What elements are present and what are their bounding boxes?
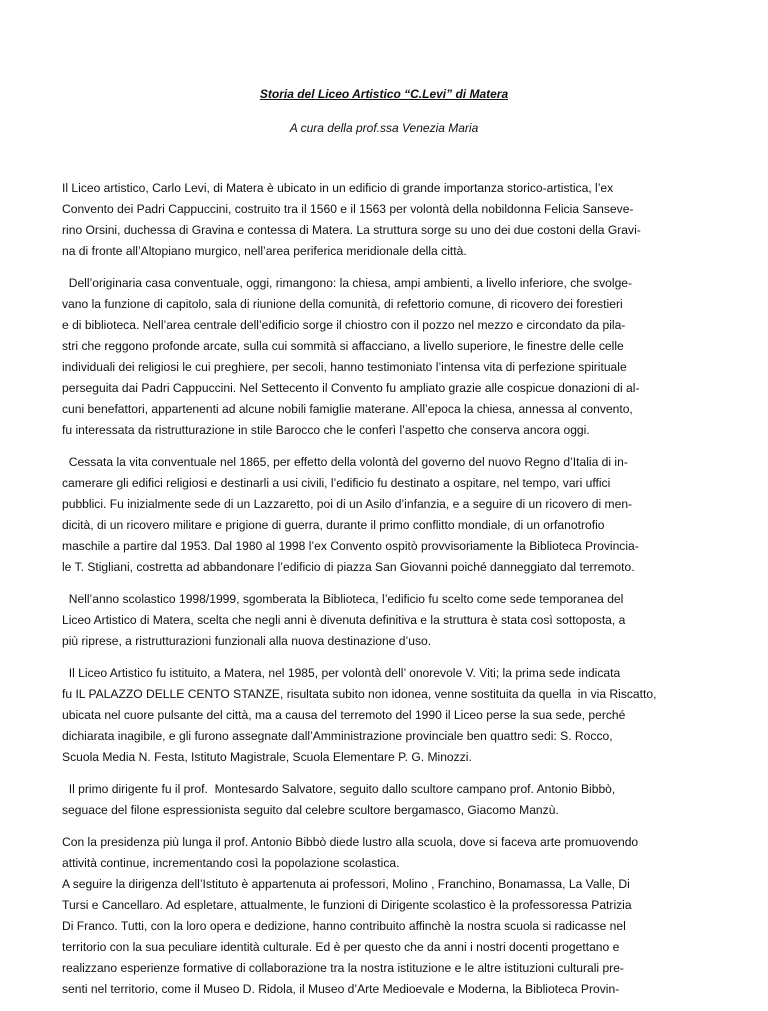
text-line: pubblici. Fu inizialmente sede di un Lazzaretto, poi di un Asilo d’infanzia, e a seguire di un ricovero di men- (62, 497, 633, 511)
text-line: camerare gli edifici religiosi e destinarli a usi civili, l’edificio fu destinato a ospitare, nel tempo, vari uffici (62, 476, 611, 490)
text-line: Il Liceo Artistico fu istituito, a Matera, nel 1985, per volontà dell’ onorevole V. Viti; la prima sede indicata (62, 666, 621, 680)
text-line: Dell’originaria casa conventuale, oggi, rimangono: la chiesa, ampi ambienti, a livello inferiore, che svolge- (62, 276, 633, 290)
document-subtitle: A cura della prof.ssa Venezia Maria (289, 121, 479, 135)
text-line: na di fronte all’Altopiano murgico, nell’area periferica meridionale della città. (62, 244, 467, 258)
paragraph (62, 178, 710, 262)
document-body (62, 178, 710, 1011)
text-line: dicità, di un ricovero militare e prigione di guerra, durante il primo conflitto mondiale, di un orfanotrofio (62, 518, 605, 532)
text-line: seguace del filone espressionista seguito dal celebre scultore bergamasco, Giacomo Manzù. (62, 803, 559, 817)
paragraph (62, 779, 710, 821)
text-line: individuali dei religiosi le cui preghiere, per secoli, hanno testimoniato l’intensa vita di perfezione spirituale (62, 360, 627, 374)
text-line: Liceo Artistico di Matera, scelta che negli anni è divenuta definitiva e la struttura è stata così sottoposta, a (62, 613, 626, 627)
text-line: vano la funzione di capitolo, sala di riunione della comunità, di refettorio comune, di ricovero dei forestieri (62, 297, 623, 311)
text-line: stri che reggono profonde arcate, sulla cui sommità si affacciano, a livello superiore, le finestre delle celle (62, 339, 624, 353)
text-line: più riprese, a ristrutturazioni funzionali alla nuova destinazione d’uso. (62, 634, 432, 648)
paragraph (62, 589, 710, 652)
paragraph (62, 663, 710, 768)
text-line: attività continue, incrementando così la popolazione scolastica. (62, 856, 400, 870)
text-line: le T. Stigliani, costretta ad abbandonare l’edificio di piazza San Giovanni poiché danneggiato dal terremoto. (62, 560, 635, 574)
text-line: fu interessata da ristrutturazione in stile Barocco che le conferì l’aspetto che conserva ancora oggi. (62, 423, 590, 437)
text-line: Con la presidenza più lunga il prof. Antonio Bibbò diede lustro alla scuola, dove si faceva arte promuovendo (62, 835, 639, 849)
text-line: fu IL PALAZZO DELLE CENTO STANZE, risultata subito non idonea, venne sostituita da quella in via Riscatto, (62, 687, 657, 701)
text-line: e di biblioteca. Nell’area centrale dell’edificio sorge il chiostro con il pozzo nel mezzo e circondato da pila- (62, 318, 626, 332)
text-line: realizzano esperienze formative di collaborazione tra la nostra istituzione e le altre istituzioni culturali pre- (62, 961, 624, 975)
text-line: cuni benefattori, appartenenti ad alcune nobili famiglie materane. All’epoca la chiesa, annessa al convento, (62, 402, 633, 416)
paragraph (62, 273, 710, 441)
document-title: Storia del Liceo Artistico “C.Levi” di Matera (259, 87, 509, 101)
paragraph (62, 452, 710, 578)
text-line: rino Orsini, duchessa di Gravina e contessa di Matera. La struttura sorge su uno dei due costoni della Gravi- (62, 223, 641, 237)
text-line: Cessata la vita conventuale nel 1865, per effetto della volontà del governo del nuovo Regno d’Italia di in- (62, 455, 628, 469)
text-line: Scuola Media N. Festa, Istituto Magistrale, Scuola Elementare P. G. Minozzi. (62, 750, 472, 764)
text-line: perseguita dai Padri Cappuccini. Nel Settecento il Convento fu ampliato grazie alle cospicue donazioni di al- (62, 381, 640, 395)
text-line: maschile a partire dal 1953. Dal 1980 al 1998 l’ex Convento ospitò provvisoriamente la Biblioteca Provincia- (62, 539, 639, 553)
text-line: dichiarata inagibile, e gli furono assegnate dall’Amministrazione provinciale ben quattro sedi: S. Rocco, (62, 729, 613, 743)
paragraph (62, 832, 710, 1000)
text-line: Nell’anno scolastico 1998/1999, sgomberata la Biblioteca, l’edificio fu scelto come sede temporanea del (62, 592, 624, 606)
text-line: ubicata nel cuore pulsante del città, ma a causa del terremoto del 1990 il Liceo perse la sua sede, perché (62, 708, 626, 722)
text-line: Tursi e Cancellaro. Ad espletare, attualmente, le funzioni di Dirigente scolastico è la professoressa Patrizia (62, 898, 632, 912)
text-line: territorio con la sua peculiare identità culturale. Ed è per questo che da anni i nostri docenti progettano e (62, 940, 620, 954)
text-line: A seguire la dirigenza dell’Istituto è appartenuta ai professori, Molino , Franchino, Bonamassa, La Valle, Di (62, 877, 630, 891)
text-line: Il primo dirigente fu il prof. Montesardo Salvatore, seguito dallo scultore campano prof. Antonio Bibbò, (62, 782, 616, 796)
text-line: senti nel territorio, come il Museo D. Ridola, il Museo d’Arte Medioevale e Moderna, la Biblioteca Provin- (62, 982, 620, 996)
text-line: Convento dei Padri Cappuccini, costruito tra il 1560 e il 1563 per volontà della nobildonna Felicia Sanseve- (62, 202, 634, 216)
text-line: Di Franco. Tutti, con la loro opera e dedizione, hanno contribuito affinchè la nostra scuola si radicasse nel (62, 919, 626, 933)
text-line: Il Liceo artistico, Carlo Levi, di Matera è ubicato in un edificio di grande importanza storico-artistica, l’ex (62, 181, 614, 195)
